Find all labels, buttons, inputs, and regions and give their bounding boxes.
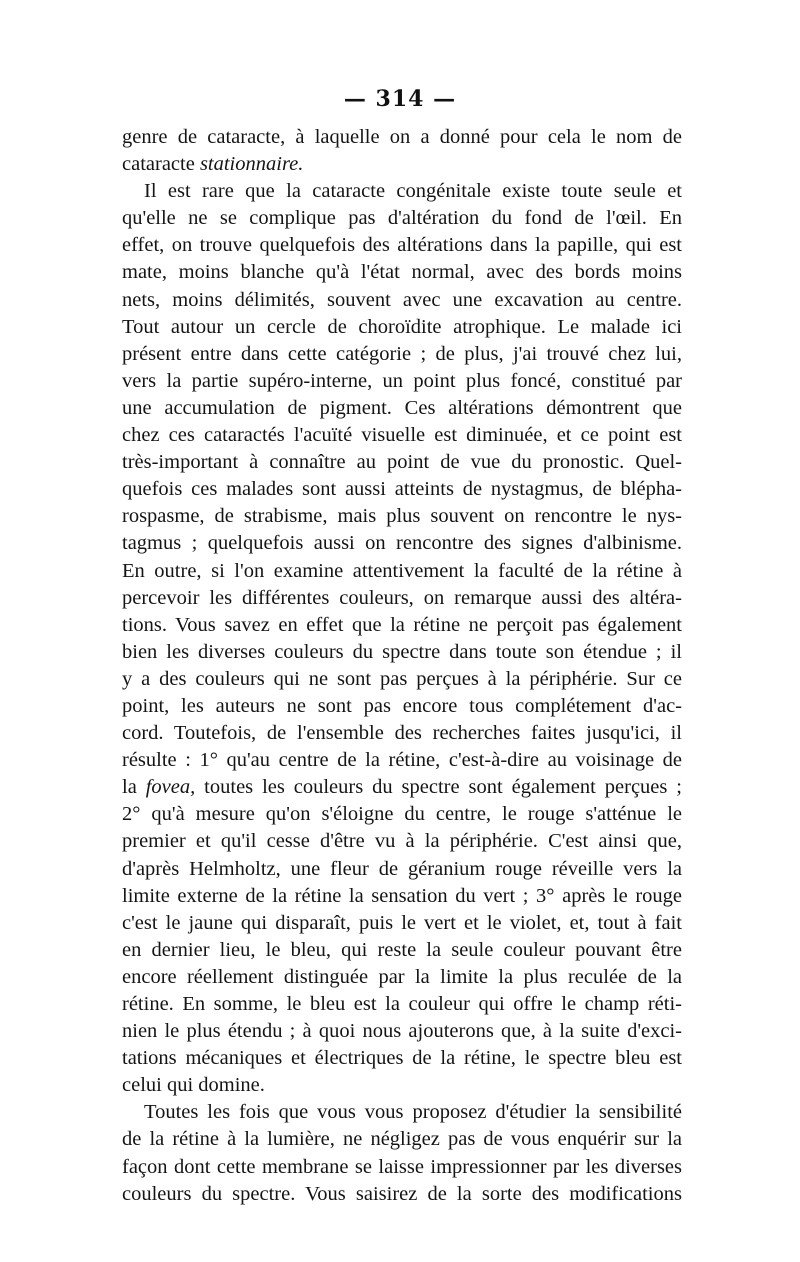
- text-line: [122, 774, 682, 801]
- text-line: rospasme, de strabisme, mais plus souvent on rencontre le nys-: [122, 505, 682, 528]
- text-line: vers la partie supéro-interne, un point plus foncé, constitué par: [122, 369, 682, 392]
- text-segment: la: [122, 776, 146, 799]
- text-line: façon dont cette membrane se laisse impressionner par les diverses: [122, 1155, 682, 1178]
- italic-text: stationnaire.: [199, 153, 304, 176]
- text-line: chez ces cataractés l'acuïté visuelle est diminuée, et ce point est: [122, 424, 682, 447]
- text-line: nien le plus étendu ; à quoi nous ajouterons que, à la suite d'exci-: [122, 1020, 682, 1043]
- text-line: bien les diverses couleurs du spectre dans toute son étendue ; il: [122, 640, 682, 663]
- text-line: limite externe de la rétine la sensation du vert ; 3° après le rouge: [122, 884, 682, 907]
- text-line: couleurs du spectre. Vous saisirez de la sorte des modifications: [122, 1182, 682, 1205]
- text-line: c'est le jaune qui disparaît, puis le vert et le violet, et, tout à fait: [122, 911, 682, 934]
- text-line: premier et qu'il cesse d'être vu à la périphérie. C'est ainsi que,: [122, 830, 682, 853]
- text-line: percevoir les différentes couleurs, on remarque aussi des altéra-: [122, 586, 682, 609]
- text-line: cord. Toutefois, de l'ensemble des recherches faites jusqu'ici, il: [122, 722, 682, 745]
- text-line: une accumulation de pigment. Ces altérations démontrent que: [122, 396, 682, 419]
- text-line: En outre, si l'on examine attentivement la faculté de la rétine à: [122, 559, 682, 582]
- text-line: effet, on trouve quelquefois des altérations dans la papille, qui est: [122, 234, 682, 257]
- text-line: tions. Vous savez en effet que la rétine ne perçoit pas également: [122, 613, 682, 636]
- page-number: — 314 —: [343, 86, 457, 112]
- text-line: tations mécaniques et électriques de la rétine, le spectre bleu est: [122, 1047, 682, 1070]
- text-line: en dernier lieu, le bleu, qui reste la seule couleur pouvant être: [122, 938, 682, 961]
- text-line: quefois ces malades sont aussi atteints de nystagmus, de blépha-: [122, 478, 682, 501]
- text-line: nets, moins délimités, souvent avec une excavation au centre.: [122, 288, 682, 311]
- text-line: genre de cataracte, à laquelle on a donné pour cela le nom de: [122, 126, 682, 148]
- text-line: [122, 151, 682, 178]
- text-segment: cataracte: [122, 153, 200, 176]
- text-line: qu'elle ne se complique pas d'altération du fond de l'œil. En: [122, 207, 682, 230]
- body-text: [122, 124, 682, 1208]
- text-line: Il est rare que la cataracte congénitale existe toute seule et: [144, 180, 682, 203]
- text-line: rétine. En somme, le bleu est la couleur qui offre le champ réti-: [122, 993, 682, 1015]
- text-line: très-important à connaître au point de vue du pronostic. Quel-: [122, 451, 682, 474]
- text-line: tagmus ; quelquefois aussi on rencontre des signes d'albinisme.: [122, 532, 682, 555]
- text-line: y a des couleurs qui ne sont pas perçues à la périphérie. Sur ce: [122, 667, 682, 690]
- text-line: Tout autour un cercle de choroïdite atrophique. Le malade ici: [122, 315, 682, 338]
- italic-text: fovea,: [145, 776, 196, 799]
- text-line: résulte : 1° qu'au centre de la rétine, c'est-à-dire au voisinage de: [122, 749, 682, 772]
- text-line: encore réellement distinguée par la limite la plus reculée de la: [122, 965, 682, 988]
- text-line: d'après Helmholtz, une fleur de géranium rouge réveille vers la: [122, 857, 682, 880]
- text-line: de la rétine à la lumière, ne négligez pas de vous enquérir sur la: [122, 1128, 682, 1151]
- text-line: mate, moins blanche qu'à l'état normal, avec des bords moins: [122, 261, 682, 284]
- text-segment: toutes les couleurs du spectre sont également perçues ;: [195, 776, 682, 799]
- text-line: point, les auteurs ne sont pas encore tous complétement d'ac-: [122, 694, 682, 717]
- text-line: 2° qu'à mesure qu'on s'éloigne du centre, le rouge s'atténue le: [122, 803, 682, 826]
- text-line: celui qui domine.: [122, 1074, 265, 1097]
- text-line: présent entre dans cette catégorie ; de plus, j'ai trouvé chez lui,: [122, 342, 682, 365]
- text-line: Toutes les fois que vous vous proposez d'étudier la sensibilité: [144, 1101, 682, 1124]
